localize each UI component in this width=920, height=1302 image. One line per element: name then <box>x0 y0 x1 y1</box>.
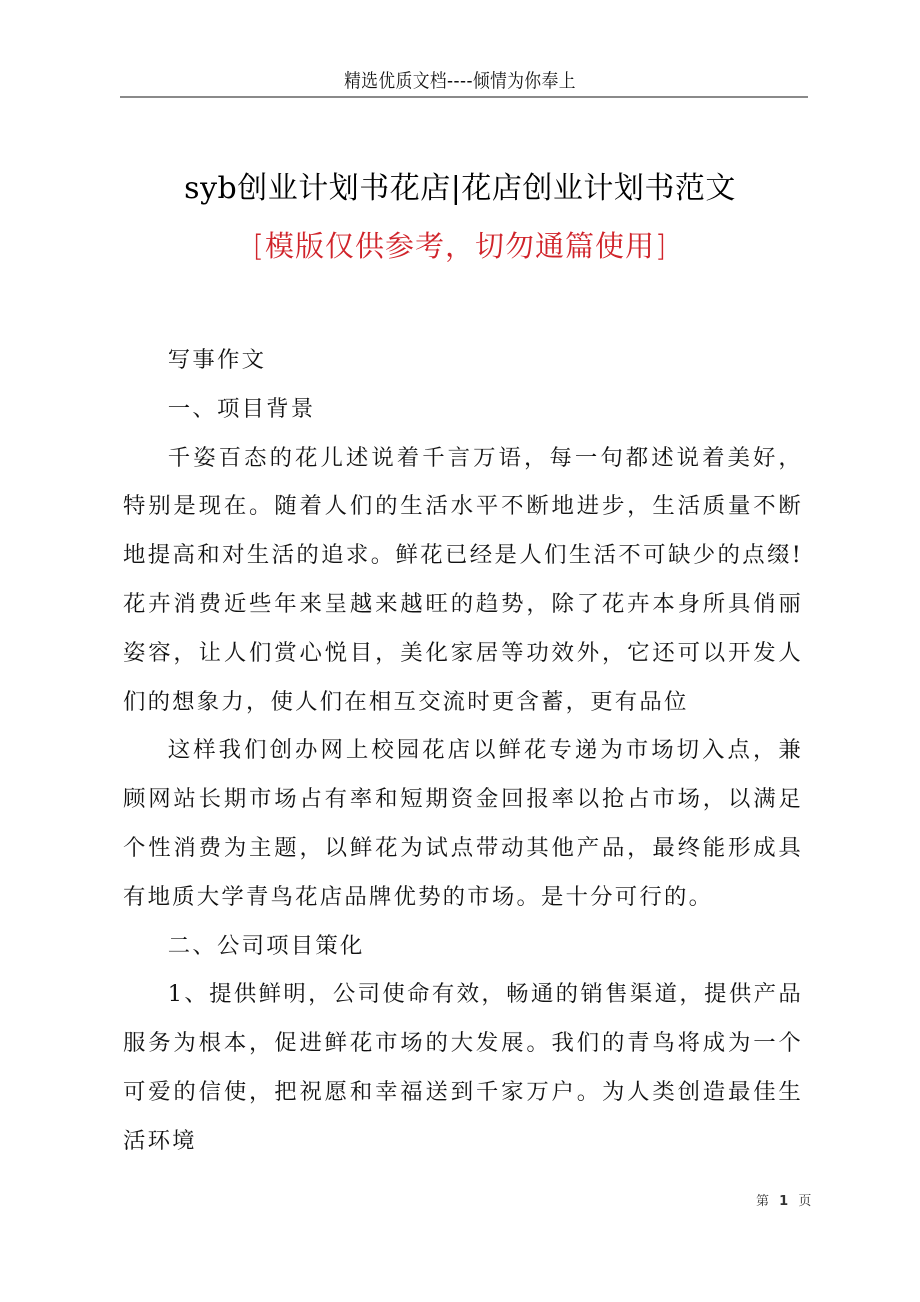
paragraph-category: 写事作文 <box>167 347 267 373</box>
paragraph: 1、提供鲜明，公司使命有效，畅通的销售渠道，提供产品服务为根本，促进鲜花市场的大发展。我们的青鸟将成为一个可爱的信使，把祝愿和幸福送到千家万户。为人类创造最佳生活环境 <box>123 981 803 1154</box>
document-body <box>123 336 803 1166</box>
header-divider <box>120 96 808 98</box>
page-header-text: 精选优质文档----倾情为你奉上 <box>344 70 576 92</box>
document-title: syb创业计划书花店|花店创业计划书范文 <box>184 171 736 206</box>
section-heading-planning: 二、公司项目策化 <box>167 932 365 959</box>
page-suffix: 页 <box>798 1194 815 1209</box>
page-number-value: 1 <box>779 1194 792 1209</box>
paragraph: 这样我们创办网上校园花店以鲜花专递为市场切入点，兼顾网站长期市场占有率和短期资金回报率以抢占市场，以满足个性消费为主题，以鲜花为试点带动其他产品，最终能形成具有地质大学青鸟花店品牌优势的市场。是十分可行的。 <box>123 737 803 910</box>
document-subtitle: [模版仅供参考，切勿通篇使用] <box>252 229 668 263</box>
paragraph: 千姿百态的花儿述说着千言万语，每一句都述说着美好，特别是现在。随着人们的生活水平不断地进步，生活质量不断地提高和对生活的追求。鲜花已经是人们生活不可缺少的点缀!花卉消费近些年来呈越来越旺的趋势，除了花卉本身所具俏丽姿容，让人们赏心悦目，美化家居等功效外，它还可以开发人们的想象力，使人们在相互交流时更含蓄，更有品位 <box>123 444 803 715</box>
page-number <box>756 1190 814 1209</box>
section-heading-background: 一、项目背景 <box>167 395 316 422</box>
page-prefix: 第 <box>756 1194 773 1209</box>
